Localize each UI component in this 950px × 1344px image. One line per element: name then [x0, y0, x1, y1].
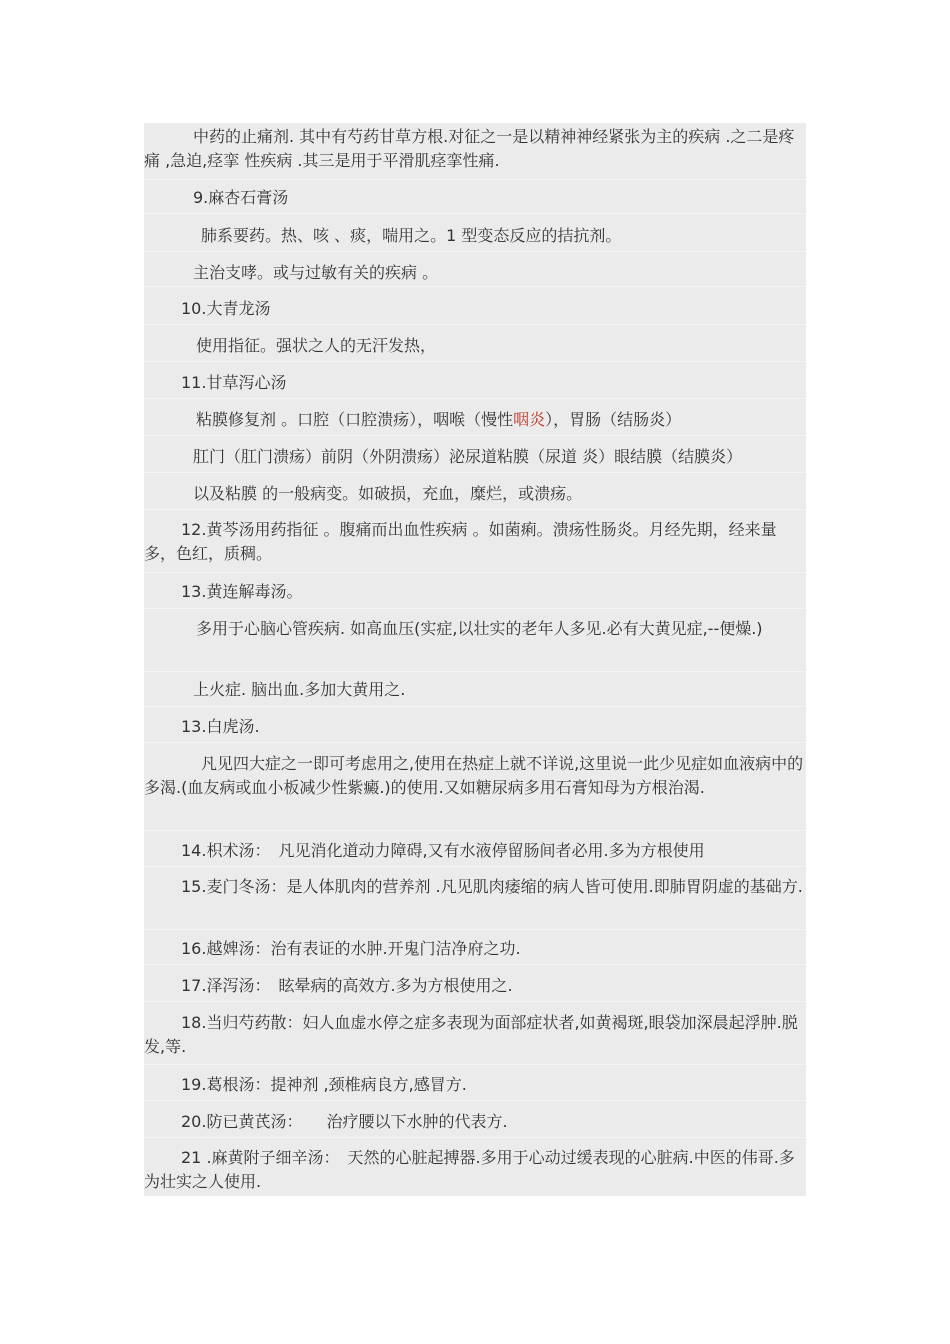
heading-10: 10.大青龙汤 — [181, 299, 271, 318]
separator — [144, 509, 806, 510]
highlighted-term: 咽炎 — [513, 410, 546, 429]
paragraph-13-1: 多用于心脑心管疾病. 如高血压(实症,以壮实的老年人多见.必有大黄见症,--便燥.) — [196, 619, 763, 638]
paragraph-19: 19.葛根汤：提神剂 ,颈椎病良方,感冒方. — [181, 1075, 467, 1094]
separator — [144, 361, 806, 362]
separator — [144, 1001, 806, 1002]
separator — [144, 964, 806, 965]
paragraph-14: 14.枳术汤： 凡见消化道动力障碍,又有水液停留肠间者必用.多为方根使用 — [181, 841, 705, 860]
separator — [144, 608, 806, 609]
paragraph-11-1-text-end: ），胃肠（结肠炎） — [545, 410, 682, 429]
separator — [144, 213, 806, 214]
paragraph-13-2: 上火症. 脑出血.多加大黄用之. — [193, 680, 406, 699]
separator — [144, 179, 806, 180]
paragraph-10-1: 使用指征。强状之人的无汗发热， — [196, 336, 437, 355]
paragraph-11-1 — [144, 408, 806, 432]
paragraph-15: 15.麦门冬汤：是人体肌肉的营养剂 .凡见肌肉痿缩的病人皆可使用.即肺胃阴虚的基础方. — [181, 877, 803, 896]
separator — [144, 742, 806, 743]
separator — [144, 830, 806, 831]
paragraph-9-2: 主治支哮。或与过敏有关的疾病 。 — [193, 263, 439, 282]
separator — [144, 706, 806, 707]
separator — [144, 671, 806, 672]
separator — [144, 1137, 806, 1138]
paragraph-17: 17.泽泻汤： 眩晕病的高效方.多为方根使用之. — [181, 976, 513, 995]
paragraph-16: 16.越婢汤：治有表证的水肿.开鬼门洁净府之功. — [181, 939, 521, 958]
heading-13: 13.黄连解毒汤。 — [181, 582, 303, 601]
paragraph-intro: 中药的止痛剂. 其中有芍药甘草方根.对征之一是以精神神经紧张为主的疾病 .之二是疼痛 ,急迫,痉挛 性疾病 .其三是用于平滑肌痉挛性痛. — [144, 127, 795, 170]
heading-9: 9.麻杏石膏汤 — [193, 188, 289, 207]
paragraph-21: 21 .麻黄附子细辛汤： 天然的心脏起搏器.多用于心动过缓表现的心脏病.中医的伟哥.多为壮实之人使用. — [144, 1148, 795, 1191]
separator — [144, 251, 806, 252]
separator — [144, 324, 806, 325]
paragraph-18: 18.当归芍药散：妇人血虚水停之症多表现为面部症状者,如黄褐斑,眼袋加深晨起浮肿.脱发,等. — [144, 1013, 798, 1056]
separator — [144, 398, 806, 399]
separator — [144, 1100, 806, 1101]
separator — [144, 572, 806, 573]
paragraph-11-2: 肛门（肛门溃疡）前阴（外阴溃疡）泌尿道粘膜（尿道 炎）眼结膜（结膜炎） — [193, 447, 743, 466]
heading-11: 11.甘草泻心汤 — [181, 373, 287, 392]
separator — [144, 472, 806, 473]
paragraph-9-1: 肺系要药。热、咳 、痰，喘用之。1 型变态反应的拮抗剂。 — [201, 226, 622, 245]
paragraph-12: 12.黄芩汤用药指征 。腹痛而出血性疾病 。如菌痢。溃疡性肠炎。月经先期，经来量多，色红，质稠。 — [144, 520, 777, 563]
separator — [144, 866, 806, 867]
paragraph-20: 20.防已黄芪汤： 治疗腰以下水肿的代表方. — [181, 1112, 508, 1131]
separator — [144, 435, 806, 436]
separator — [144, 929, 806, 930]
document-block — [144, 123, 806, 1196]
paragraph-11-1-text: 粘膜修复剂 。口腔（口腔溃疡），咽喉（慢性 — [196, 410, 514, 429]
separator — [144, 1064, 806, 1065]
heading-13-baihu: 13.白虎汤. — [181, 717, 260, 736]
separator — [144, 286, 806, 287]
paragraph-baihu: 凡见四大症之一即可考虑用之,使用在热症上就不详说,这里说一此少见症如血液病中的多渴.(血友病或血小板减少性紫癜.)的使用.又如糖尿病多用石膏知母为方根治渴. — [144, 754, 804, 797]
paragraph-11-3: 以及粘膜 的一般病变。如破损，充血，糜烂，或溃疡。 — [193, 484, 583, 503]
